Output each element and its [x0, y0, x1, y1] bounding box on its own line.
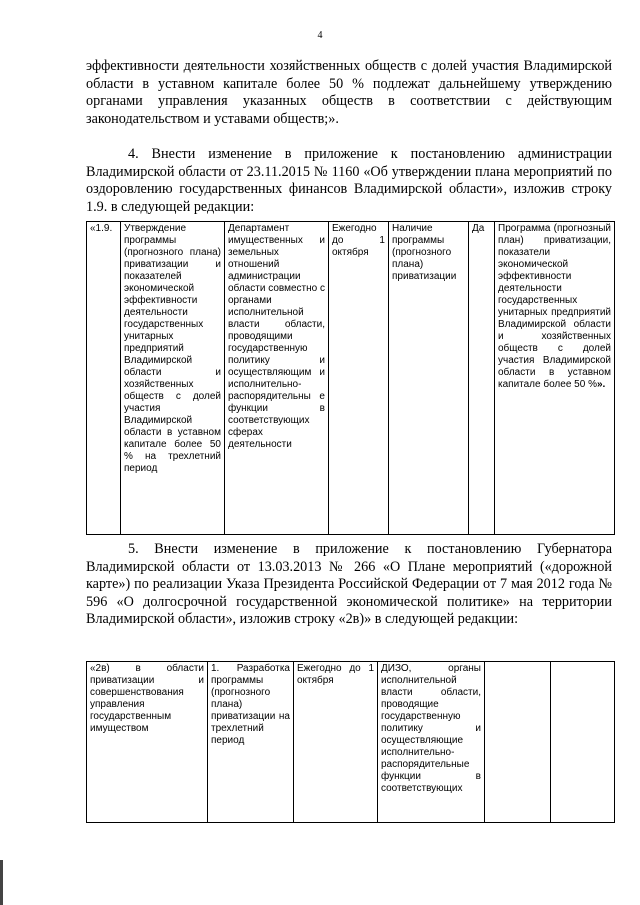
table-row-2v [86, 661, 615, 823]
cell-result: Наличие программы (прогнозного плана) приватизации [389, 222, 469, 535]
cell-responsible: Департамент имущественных и земельных отношений администрации области совместно с органами исполнительной власти области, проводящими государственную политику и осуществляющим и исполнительно-распорядительны е функции в соответствующих сферах деятельности [225, 222, 329, 535]
page-number: 4 [317, 30, 323, 41]
paragraph-continuation: эффективности деятельности хозяйственных обществ с долей участия Владимирской области в уставном капитале более 50 % подлежат дальнейшему утверждению органами управления указанных обществ в соответствии с действующим законодательством и уставами обществ;». [86, 58, 612, 127]
cell-number: «1.9. [87, 222, 121, 535]
scan-edge-divider [0, 860, 3, 905]
table-row-1-9 [86, 221, 615, 535]
cell-flag: Да [469, 222, 495, 535]
cell-measure: Утверждение программы (прогнозного плана) приватизации и показателей экономической эффективности деятельности государственных унитарных предприятий Владимирской области и хозяйственных обществ с долей участия Владимирской области в уставном капитале более 50 % на трехлетний период [121, 222, 225, 535]
paragraph-item-4: 4. Внести изменение в приложение к постановлению администрации Владимирской области от 23.11.2015 № 1160 «Об утверждении плана мероприятий по оздоровлению государственных финансов Владимирской области», изложив строку 1.9. в следующей редакции: [86, 146, 612, 215]
cell-document-text: Программа (прогнозный план) приватизации, показатели экономической эффективности деятельности государственных унитарных предприятий Владимирской области и хозяйственных обществ с долей участия Владимирской области в уставном капитале более 50 % [498, 223, 611, 390]
cell-empty-5 [485, 662, 551, 823]
closing-quote-mark: ». [596, 379, 606, 390]
cell-empty-6 [551, 662, 615, 823]
cell-measure: 1. Разработка программы (прогнозного плана) приватизации на трехлетний период [208, 662, 294, 823]
cell-responsible: ДИЗО, органы исполнительной власти области, проводящие государственную политику и осуществляющие исполнительно-распорядительные функции в соответствующих [378, 662, 485, 823]
table-row [87, 222, 615, 535]
cell-document [495, 222, 615, 535]
table-row [87, 662, 615, 823]
cell-deadline: Ежегодно до 1 октября [294, 662, 378, 823]
cell-direction: «2в) в области приватизации и совершенствования управления государственным имуществом [87, 662, 208, 823]
cell-deadline: Ежегодно до 1 октября [329, 222, 389, 535]
paragraph-item-5: 5. Внести изменение в приложение к постановлению Губернатора Владимирской области от 13.03.2013 № 266 «О Плане мероприятий («дорожной карте») по реализации Указа Президента Российской Федерации от 7 мая 2012 года № 596 «О долгосрочной государственной экономической политике» на территории Владимирской области», изложив строку «2в)» в следующей редакции: [86, 541, 612, 627]
